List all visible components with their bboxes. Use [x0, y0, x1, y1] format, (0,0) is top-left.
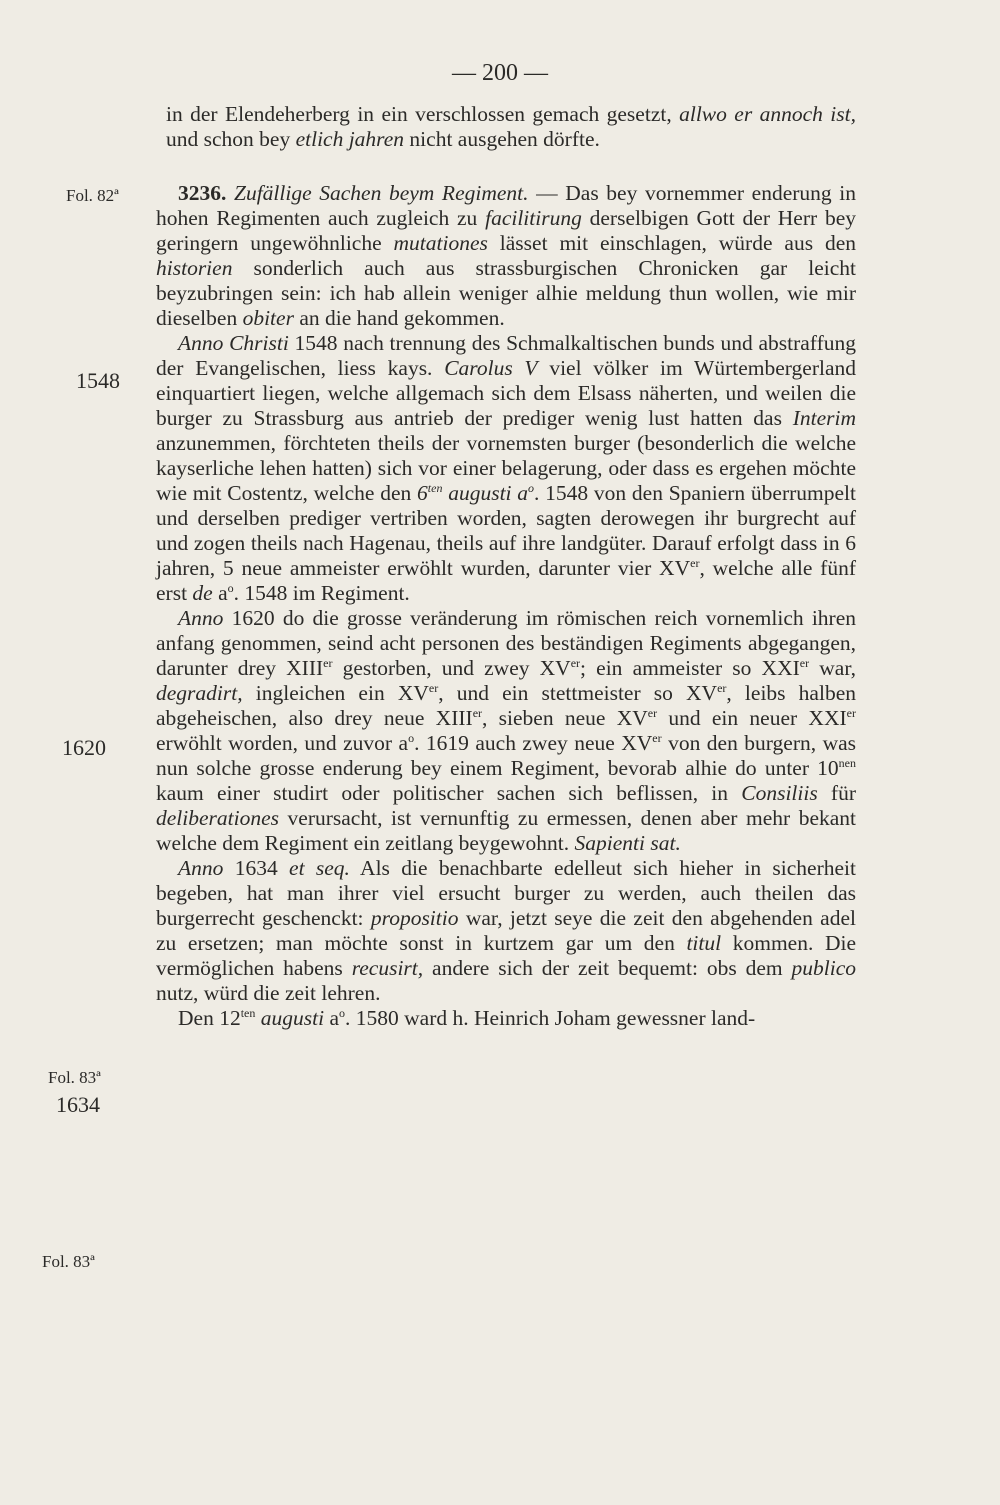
margin-year-1620: 1620	[62, 735, 106, 760]
margin-year-1548: 1548	[76, 368, 120, 393]
paragraph-1620: Anno 1620 do die grosse veränderung im römischen reich vornemlich ihren anfang genommen, seind acht personen des beständigen Regiments abgegangen, darunter drey XIIIer gestorben, und zwey XVer; ein ammeister so XXIer war, degradirt, ingleichen ein XVer, und ein stettmeister so XVer, leibs halben abgeheischen, also drey neue XIIIer, sieben neue XVer und ein neuer XXIer erwöhlt worden, und zuvor $a^o$. 1619 auch zwey neue XVer von den burgern, was nun solche grosse enderung bey einem Regiment, bevorab alhie do unter $10^{nen}$ kaum einer studirt oder politischer sachen sich beflissen, in Consiliis für deliberationes verursacht, ist vernunftig zu ermessen, denen aber mehr bekant welche dem Regiment ein zeitlang beygewohnt. Sapienti sat.	[156, 606, 857, 855]
paragraph-1634: Anno 1634 et seq. Als die benachbarte edelleut sich hieher in sicherheit begeben, hat man ihrer viel ersucht burger zu werden, auch theilen das burgerrecht geschenckt: propositio war, jetzt seye die zeit den abgehenden adel zu ersetzen; man möchte sonst in kurtzem gar um den titul kommen. Die vermöglichen habens recusirt, andere sich der zeit bequemt: obs dem publico nutz, würd die zeit lehren.	[156, 856, 857, 1005]
margin-year-1634: 1634	[56, 1092, 100, 1117]
section-number: 3236.	[178, 181, 227, 205]
section-heading: Zufällige Sachen beym Regiment.	[234, 181, 529, 205]
body-text	[156, 102, 856, 1031]
margin-folio-83a-first: Fol. 83ª	[48, 1068, 101, 1087]
page-number: — 200 —	[452, 60, 548, 86]
margin-folio-83a-second: Fol. 83ª	[42, 1252, 95, 1271]
paragraph-3236: 3236. Zufällige Sachen beym Regiment. — Das bey vornemmer enderung in hohen Regimenten auch zugleich zu facilitirung derselbigen Gott der Herr bey geringern ungewöhnliche mutationes lässet mit einschlagen, würde aus den historien sonderlich auch aus strassburgischen Chronicken gar leicht beyzubringen sein: ich hab allein weniger alhie meldung thun wollen, wie mir dieselben obiter an die hand gekommen.	[156, 181, 856, 330]
margin-folio-82a: Fol. 82ª	[66, 186, 119, 205]
paragraph-1548: Anno Christi 1548 nach trennung des Schmalkaltischen bunds und abstraffung der Evangelischen, liess kays. Carolus V viel völker im Würtembergerland einquartiert liegen, welche allgemach sich dem Elsass näherten, und weilen die burger zu Strassburg aus antrieb der prediger wenig lust hatten das Interim anzunemmen, förchteten theils der vornemsten burger (besonderlich die welche kayserliche lehen hatten) sich vor einer belagerung, oder dass es ergehen möchte wie mit Costentz, welche den $6^{ten}$ augusti $a^o$. 1548 von den Spaniern überrumpelt und derselben prediger vertriben worden, sagten derowegen ihr burgrecht auf und zogen theils nach Hagenau, theils auf ihre landgüter. Darauf erfolgt dass in 6 jahren, 5 neue ammeister erwöhlt wurden, darunter vier XVer, welche alle fünf erst de $a^o$. 1548 im Regiment.	[156, 331, 857, 605]
paragraph-1580: Den $12^{ten}$ augusti $a^o$. 1580 ward h. Heinrich Joham gewessner land-	[178, 1005, 756, 1030]
paragraph-continuation: in der Elendeherberg in ein verschlossen gemach gesetzt, allwo er annoch ist, und schon bey etlich jahren nicht ausgehen dörfte.	[166, 102, 856, 151]
